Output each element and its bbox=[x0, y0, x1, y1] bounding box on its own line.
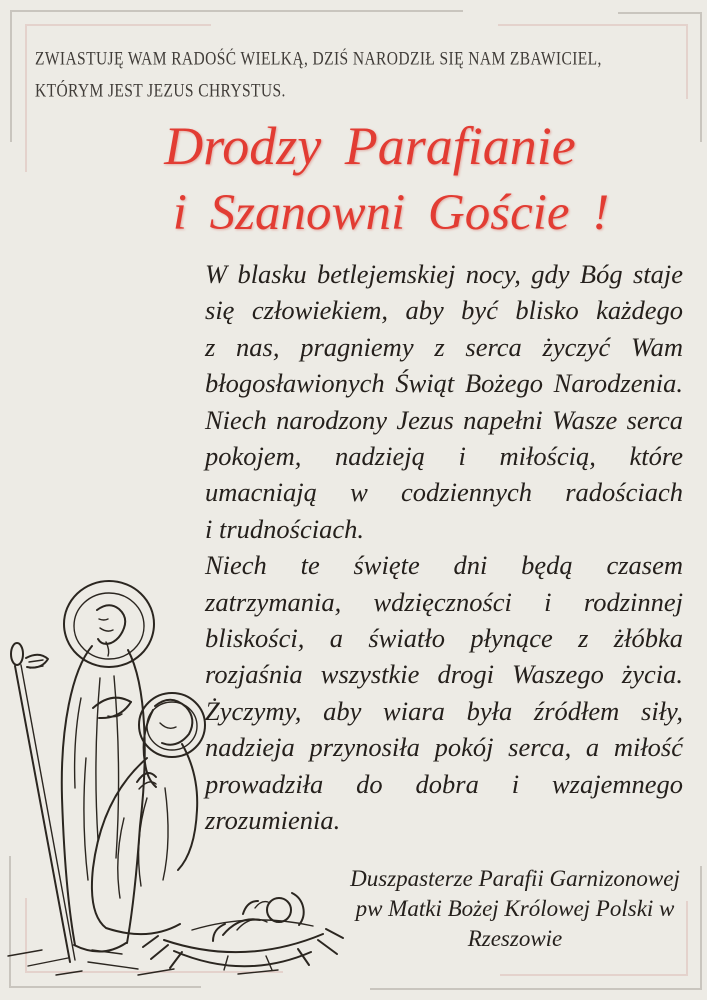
frame-line bbox=[25, 24, 27, 172]
frame-line bbox=[10, 10, 463, 12]
body-line: zatrzymania, wdzięczności i rodzinnej bbox=[205, 586, 683, 617]
title-line-1: Drodzy Parafianie bbox=[164, 116, 576, 176]
frame-line bbox=[700, 12, 702, 142]
body-line: nadzieja przynosiła pokój serca, a miłość bbox=[205, 732, 683, 763]
nativity-illustration bbox=[0, 558, 364, 988]
body-line: pokojem, nadzieją i miłością, które bbox=[205, 441, 683, 472]
signature bbox=[330, 864, 700, 954]
scripture-quote bbox=[35, 44, 602, 107]
frame-line bbox=[618, 12, 702, 14]
page-title bbox=[90, 110, 650, 244]
frame-line bbox=[25, 24, 211, 26]
frame-line bbox=[500, 974, 688, 976]
body-line: się człowiekiem, aby być blisko każdego bbox=[205, 295, 683, 326]
title-line-2: i Szanowni Goście ! bbox=[172, 185, 610, 241]
frame-line bbox=[700, 866, 702, 990]
body-line: z nas, pragniemy z serca życzyć Wam bbox=[205, 331, 683, 362]
body-line: W blasku betlejemskiej nocy, gdy Bóg staje bbox=[205, 259, 683, 289]
body-line: rozjaśnia wszystkie drogi Waszego życia. bbox=[205, 659, 683, 690]
body-line: i trudnościach. bbox=[205, 513, 364, 544]
body-line: prowadziła do dobra i wzajemnego bbox=[205, 768, 683, 799]
baby-jesus-head bbox=[267, 898, 291, 922]
frame-line bbox=[10, 10, 12, 142]
body-line: Niech te święte dni będą czasem bbox=[205, 550, 683, 581]
body-line: umacniają w codziennych radościach bbox=[205, 477, 683, 508]
frame-line bbox=[370, 988, 702, 990]
scripture-line: KTÓRYM JEST JEZUS CHRYSTUS. bbox=[35, 80, 286, 102]
signature-line-1: Duszpasterze Parafii Garnizonowej bbox=[350, 866, 680, 891]
frame-line bbox=[686, 24, 688, 99]
body-line: zrozumienia. bbox=[205, 805, 341, 836]
body-line: bliskości, a światło płynące z żłóbka bbox=[205, 623, 683, 654]
body-line: Niech narodzony Jezus napełni Wasze serca bbox=[205, 404, 683, 435]
signature-line-2: pw Matki Bożej Królowej Polski w Rzeszowie bbox=[355, 896, 675, 951]
body-line: błogosławionych Świąt Bożego Narodzenia. bbox=[205, 368, 683, 399]
frame-line bbox=[498, 24, 688, 26]
scripture-line: ZWIASTUJĘ WAM RADOŚĆ WIELKĄ, DZIŚ NARODZIŁ SIĘ NAM ZBAWICIEL, bbox=[35, 48, 602, 70]
body-line: Życzymy, aby wiara była źródłem siły, bbox=[205, 695, 683, 726]
